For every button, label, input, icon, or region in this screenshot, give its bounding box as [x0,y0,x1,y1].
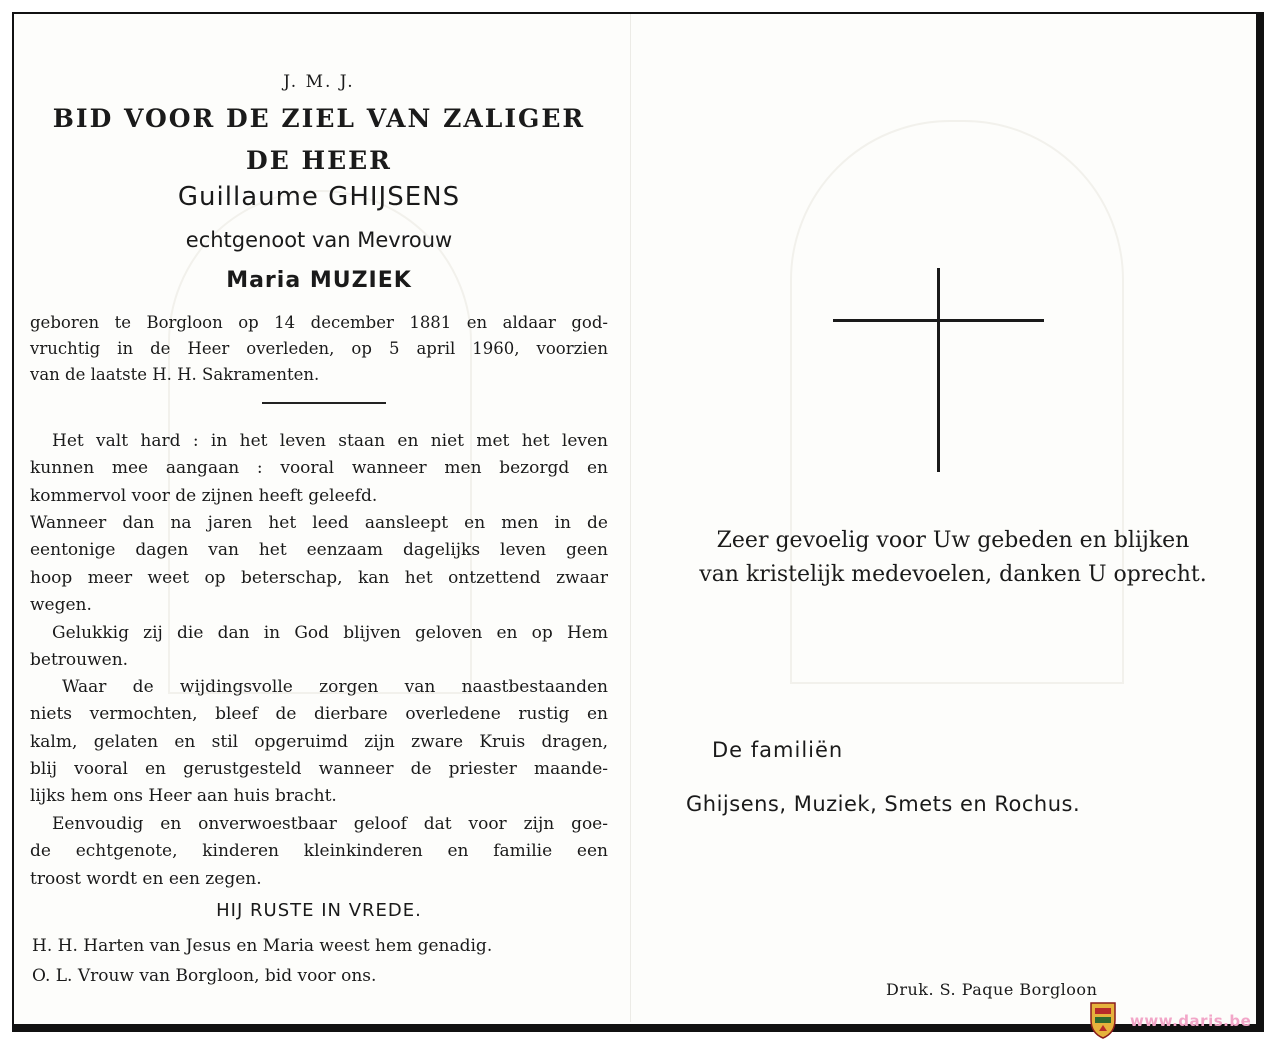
prayer-line: H. H. Harten van Jesus en Maria weest hem genadig. [32,936,493,956]
bio-line: vruchtig in de Heer overleden, op 5 april 1960, voorzien [30,339,608,358]
thanks-message [658,524,1248,592]
prayer-heading: BID VOOR DE ZIEL VAN ZALIGER [52,104,586,133]
text-line: blij vooral en gerustgesteld wanneer de priester maande- [30,758,608,779]
text-line: Eenvoudig en onverwoestbaar geloof dat voor zijn goe- [52,814,608,834]
watermark-text: www.daris.be [1130,1012,1252,1030]
divider [262,402,386,404]
text-line: Het valt hard : in het leven staan en niet met het leven [52,431,608,451]
paragraph [30,674,608,810]
thanks-line: van kristelijk medevoelen, danken U oprecht. [699,562,1207,587]
thanks-line: Zeer gevoelig voor Uw gebeden en blijken [716,528,1190,553]
text-line: Waar de wijdingsvolle zorgen van naastbestaanden [62,677,608,697]
coat-of-arms-icon [1088,1000,1118,1040]
paragraph [30,620,608,675]
bio-line: van de laatste H. H. Sakramenten. [30,365,320,384]
families-label: De familiën [712,738,844,762]
right-page [640,0,1250,1022]
rest-in-peace: HIJ RUSTE IN VREDE. [216,900,422,921]
spouse-name: Maria MUZIEK [226,268,412,293]
text-line: betrouwen. [30,650,129,671]
spouse-intro: echtgenoot van Mevrouw [185,228,453,252]
text-line: hoop meer weet op beterschap, kan het ontzettend zwaar [30,567,608,588]
text-line: de echtgenote, kinderen kleinkinderen en familie een [30,841,608,862]
text-line: eentonige dagen van het eenzaam dagelijks leven geen [30,540,608,561]
jmj-heading: J. M. J. [283,72,355,92]
title-heading: DE HEER [246,146,392,175]
families-names: Ghijsens, Muziek, Smets en Rochus. [686,792,1081,816]
biography [30,310,608,388]
text-line: kalm, gelaten en stil opgeruimd zijn zware Kruis dragen, [30,731,608,752]
text-line: kommervol voor de zijnen heeft geleefd. [30,485,378,506]
paragraph [30,811,608,893]
text-line: kunnen mee aangaan : vooral wanneer men bezorgd en [30,458,608,479]
cross-vertical-bar [937,268,940,472]
bio-line: geboren te Borgloon op 14 december 1881 en aldaar god- [30,313,608,332]
text-line: troost wordt en een zegen. [30,868,262,889]
printer-credit: Druk. S. Paque Borgloon [886,980,1098,999]
paragraph [30,428,608,510]
card-fold [630,14,631,1022]
text-line: Wanneer dan na jaren het leed aansleept en men in de [30,513,608,533]
cross-horizontal-bar [833,319,1044,322]
deceased-name: Guillaume GHIJSENS [177,182,461,212]
text-line: lijks hem ons Heer aan huis bracht. [30,786,337,807]
paragraph [30,510,608,619]
watermark [1084,998,1284,1046]
prayer-line: O. L. Vrouw van Borgloon, bid voor ons. [32,966,377,986]
text-line: wegen. [30,594,92,615]
text-line: Gelukkig zij die dan in God blijven geloven en op Hem [52,623,608,643]
text-line: niets vermochten, bleef de dierbare overledene rustig en [30,704,608,725]
